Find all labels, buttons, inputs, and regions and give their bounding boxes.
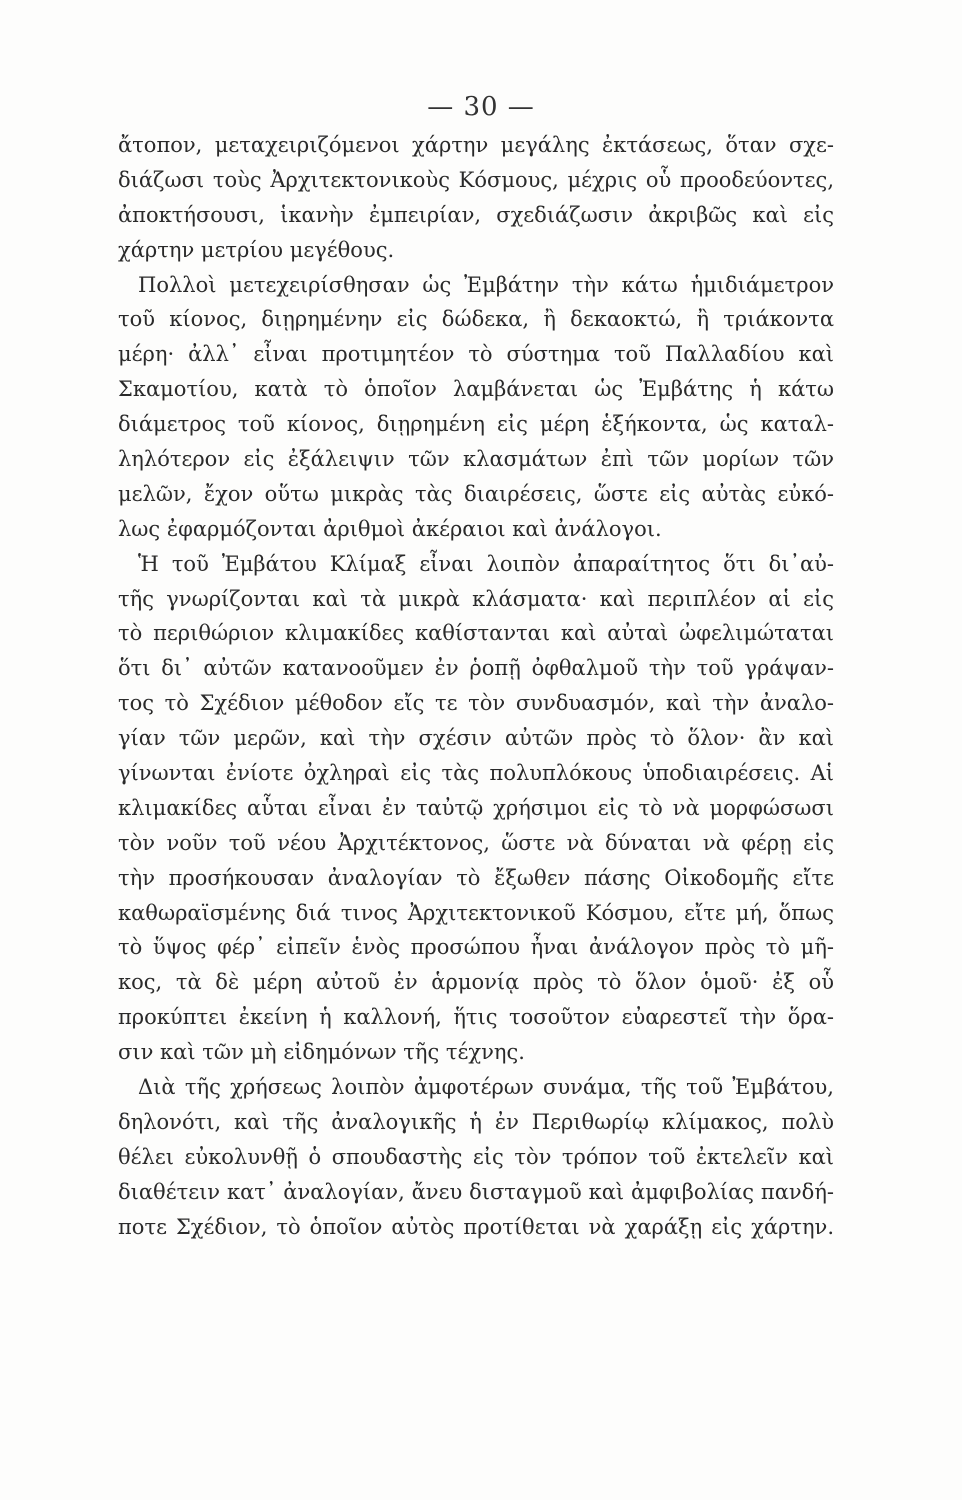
text-line: καθωραϊσμένης διά τινος Ἀρχιτεκτονικοῦ Κόσμου, εἴτε μή, ὅπως xyxy=(118,900,834,925)
body-text xyxy=(118,128,834,1245)
paragraph-start-line: Διὰ τῆς χρήσεως λοιπὸν ἀμφοτέρων συνάμα, τῆς τοῦ Ἐμβάτου, xyxy=(138,1075,834,1100)
text-line: τῆς γνωρίζονται καὶ τὰ μικρὰ κλάσματα· καὶ περιπλέον αἱ εἰς xyxy=(118,586,834,611)
text-line: ἄτοπον, μεταχειριζόμενοι χάρτην μεγάλης ἐκτάσεως, ὅταν σχε- xyxy=(118,133,834,157)
text-line: δηλονότι, καὶ τῆς ἀναλογικῆς ἡ ἐν Περιθωρίῳ κλίμακος, πολὺ xyxy=(118,1109,834,1134)
text-line: μελῶν, ἔχον οὕτω μικρὰς τὰς διαιρέσεις, ὥστε εἰς αὐτὰς εὐκό- xyxy=(118,481,834,506)
text-line: διάζωσι τοὺς Ἀρχιτεκτονικοὺς Κόσμους, μέχρις οὗ προοδεύοντες, xyxy=(118,167,834,192)
text-line: σιν καὶ τῶν μὴ εἰδημόνων τῆς τέχνης. xyxy=(118,1040,525,1065)
text-line: προκύπτει ἐκείνη ἡ καλλονή, ἥτις τοσοῦτον εὐαρεστεῖ τὴν ὅρα- xyxy=(118,1005,834,1030)
text-line: τὸ περιθώριον κλιμακίδες καθίστανται καὶ αὐταὶ ὠφελιμώταται xyxy=(118,621,834,646)
text-line: ληλότερον εἰς ἐξάλειψιν τῶν κλασμάτων ἐπὶ τῶν μορίων τῶν xyxy=(118,447,834,472)
text-line: τὸν νοῦν τοῦ νέου Ἀρχιτέκτονος, ὥστε νὰ δύναται νὰ φέρῃ εἰς xyxy=(118,830,834,855)
text-line: κλιμακίδες αὗται εἶναι ἐν ταὐτῷ χρήσιμοι εἰς τὸ νὰ μορφώσωσι xyxy=(118,795,834,820)
text-line: λως ἐφαρμόζονται ἀριθμοὶ ἀκέραιοι καὶ ἀνάλογοι. xyxy=(118,516,662,541)
text-line: Σκαμοτίου, κατὰ τὸ ὁποῖον λαμβάνεται ὡς Ἐμβάτης ἡ κάτω xyxy=(118,377,834,402)
text-line: χάρτην μετρίου μεγέθους. xyxy=(118,237,395,262)
text-line: διαθέτειν κατ᾽ ἀναλογίαν, ἄνευ δισταγμοῦ καὶ ἀμφιβολίας πανδή- xyxy=(118,1179,834,1204)
text-line: θέλει εὐκολυνθῇ ὁ σπουδαστὴς εἰς τὸν τρόπον τοῦ ἐκτελεῖν καὶ xyxy=(118,1144,834,1169)
text-line: γίαν τῶν μερῶν, καὶ τὴν σχέσιν αὐτῶν πρὸς τὸ ὅλον· ἂν καὶ xyxy=(118,726,834,751)
text-line: μέρη· ἀλλ᾽ εἶναι προτιμητέον τὸ σύστημα τοῦ Παλλαδίου καὶ xyxy=(118,342,834,367)
paragraph-start-line: Πολλοὶ μετεχειρίσθησαν ὡς Ἐμβάτην τὴν κάτω ἡμιδιάμετρον xyxy=(138,272,834,297)
text-line: τὴν προσήκουσαν ἀναλογίαν τὸ ἔξωθεν πάσης Οἰκοδομῆς εἴτε xyxy=(118,865,834,890)
text-line: τος τὸ Σχέδιον μέθοδον εἴς τε τὸν συνδυασμόν, καὶ τὴν ἀναλο- xyxy=(118,691,834,716)
text-line: τοῦ κίονος, διῃρημένην εἰς δώδεκα, ἢ δεκαοκτώ, ἢ τριάκοντα xyxy=(118,307,834,332)
text-line: ἀποκτήσουσι, ἱκανὴν ἐμπειρίαν, σχεδιάζωσιν ἀκριβῶς καὶ εἰς xyxy=(118,202,834,227)
text-line: διάμετρος τοῦ κίονος, διῃρημένη εἰς μέρη ἑξήκοντα, ὡς καταλ- xyxy=(118,412,834,437)
paragraph-start-line: Ἡ τοῦ Ἐμβάτου Κλίμαξ εἶναι λοιπὸν ἀπαραίτητος ὅτι δι᾽αὐ- xyxy=(138,551,834,576)
text-line: ποτε Σχέδιον, τὸ ὁποῖον αὐτὸς προτίθεται νὰ χαράξῃ εἰς χάρτην. xyxy=(118,1214,834,1239)
text-line: ὅτι δι᾽ αὐτῶν κατανοοῦμεν ἐν ῥοπῇ ὀφθαλμοῦ τὴν τοῦ γράψαν- xyxy=(118,656,834,681)
text-line: κος, τὰ δὲ μέρη αὐτοῦ ἐν ἁρμονίᾳ πρὸς τὸ ὅλον ὁμοῦ· ἐξ οὗ xyxy=(118,970,834,995)
text-line: γίνωνται ἐνίοτε ὀχληραὶ εἰς τὰς πολυπλόκους ὑποδιαιρέσεις. Αἱ xyxy=(118,761,834,786)
text-line: τὸ ὕψος φέρ᾽ εἰπεῖν ἑνὸς προσώπου ἦναι ἀνάλογον πρὸς τὸ μῆ- xyxy=(118,935,834,960)
page-number: — 30 — xyxy=(427,92,535,122)
